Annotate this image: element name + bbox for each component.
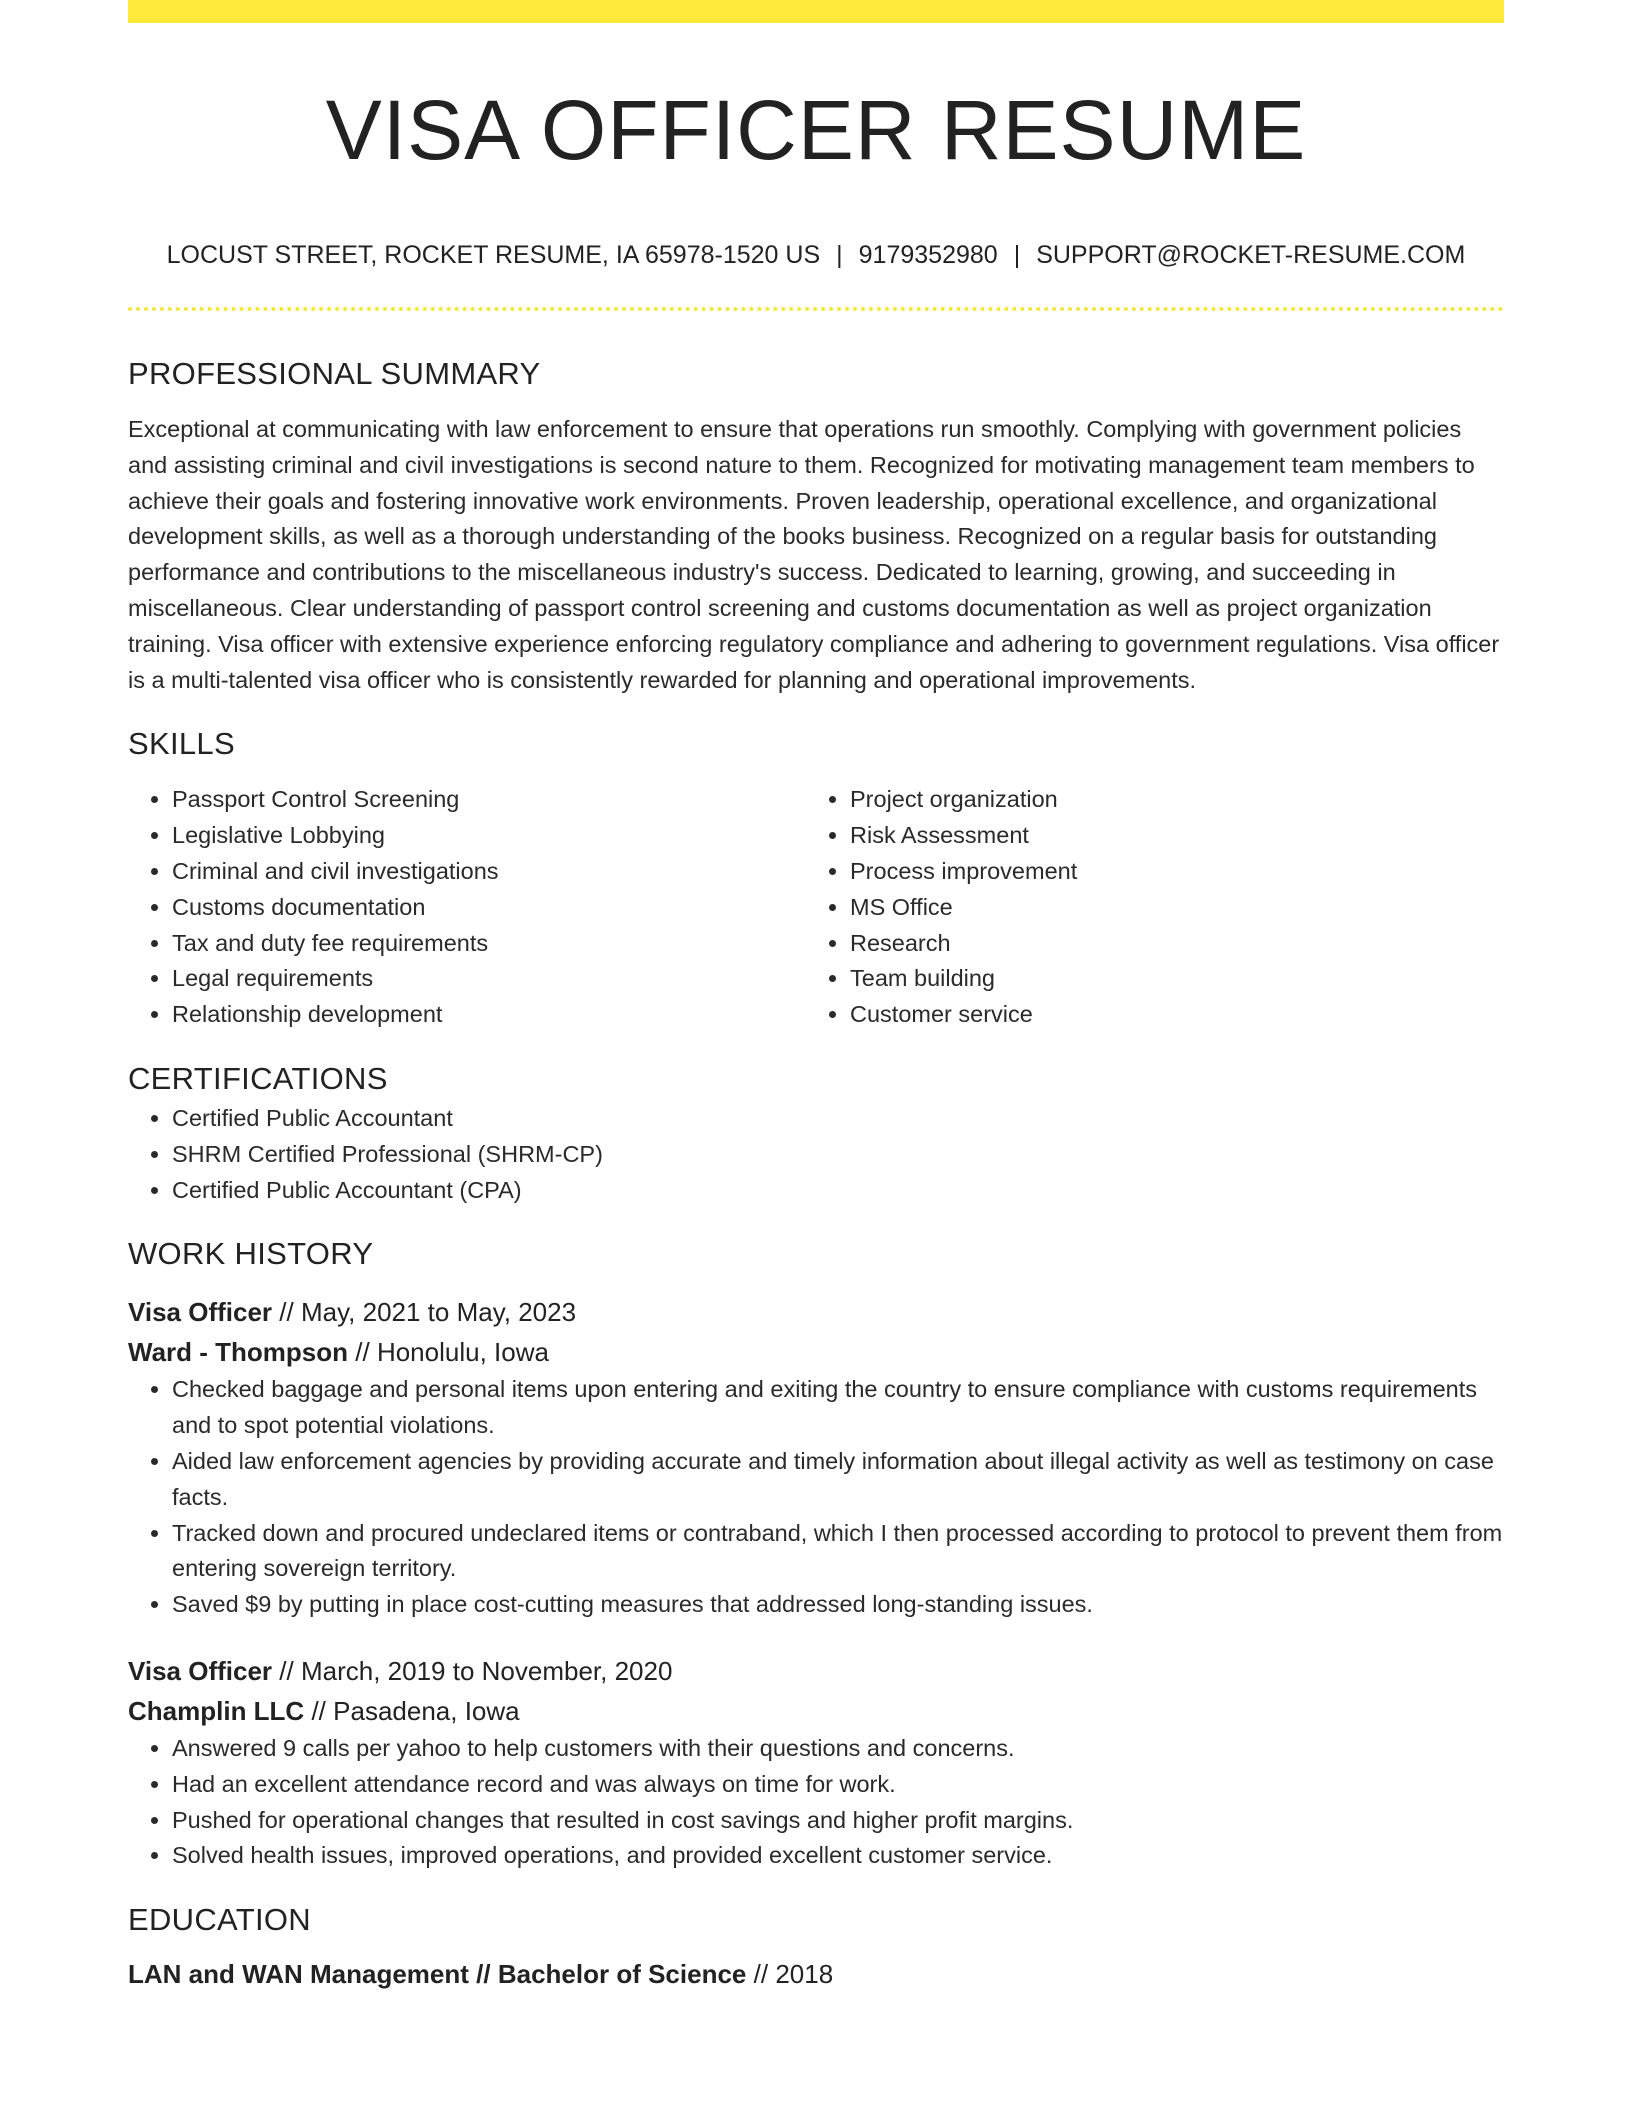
skills-list-left bbox=[128, 782, 806, 1033]
resume-body bbox=[128, 352, 1504, 1994]
job-bullets bbox=[128, 1731, 1504, 1874]
resume-title: VISA OFFICER RESUME bbox=[325, 83, 1307, 177]
skill-item: • Tax and duty fee requirements bbox=[172, 926, 806, 962]
header-accent-bar bbox=[128, 0, 1504, 23]
header-divider bbox=[128, 307, 1504, 311]
separator: // bbox=[311, 1695, 326, 1726]
job-bullet: • Solved health issues, improved operations, and provided excellent customer service. bbox=[172, 1838, 1504, 1874]
job-entry bbox=[128, 1651, 1504, 1874]
skills-column-right bbox=[806, 782, 1484, 1033]
job-bullets bbox=[128, 1372, 1504, 1623]
education-degree: Bachelor of Science bbox=[497, 1959, 747, 1990]
skills-columns bbox=[128, 782, 1504, 1033]
skill-item: • Legal requirements bbox=[172, 961, 806, 997]
separator bbox=[469, 1959, 498, 1989]
contact-separator: | bbox=[1013, 241, 1021, 269]
job-location: Pasadena, Iowa bbox=[333, 1695, 520, 1726]
certifications-list bbox=[128, 1101, 1504, 1208]
skill-item: • Team building bbox=[850, 961, 1484, 997]
skill-item: • MS Office bbox=[850, 890, 1484, 926]
contact-separator: | bbox=[836, 241, 843, 269]
skill-item: • Project organization bbox=[850, 782, 1484, 818]
job-bullet: • Answered 9 calls per yahoo to help customers with their questions and concerns. bbox=[172, 1731, 1504, 1767]
job-entry bbox=[128, 1292, 1504, 1623]
skill-item: • Customer service bbox=[850, 997, 1484, 1033]
skill-item: • Criminal and civil investigations bbox=[172, 854, 806, 890]
job-bullet: • Tracked down and procured undeclared items or contraband, which I then processed according to protocol to prevent them from entering sovereign territory. bbox=[172, 1516, 1504, 1588]
job-title: Visa Officer bbox=[128, 1297, 273, 1328]
skills-heading: SKILLS bbox=[128, 726, 235, 762]
job-title: Visa Officer bbox=[128, 1655, 273, 1686]
skill-item: • Process improvement bbox=[850, 854, 1484, 890]
contact-phone: 9179352980 bbox=[858, 241, 998, 269]
education-line bbox=[128, 1954, 1504, 1994]
skill-item: • Passport Control Screening bbox=[172, 782, 806, 818]
education-year: 2018 bbox=[775, 1959, 834, 1990]
education-section bbox=[128, 1898, 1504, 1994]
certification-item: • Certified Public Accountant (CPA) bbox=[172, 1173, 1504, 1209]
certifications-section bbox=[128, 1057, 1504, 1208]
separator: // bbox=[279, 1655, 294, 1686]
job-bullet: • Checked baggage and personal items upon entering and exiting the country to ensure compliance with customs requirements and to spot potential violations. bbox=[172, 1372, 1504, 1444]
job-title-line bbox=[128, 1651, 1504, 1691]
work-history-heading: WORK HISTORY bbox=[128, 1236, 374, 1272]
separator: // bbox=[476, 1959, 491, 1990]
certification-item: • Certified Public Accountant bbox=[172, 1101, 1504, 1137]
separator: // bbox=[753, 1959, 769, 1990]
separator: // bbox=[279, 1297, 294, 1328]
summary-section bbox=[128, 352, 1504, 698]
skill-item: • Customs documentation bbox=[172, 890, 806, 926]
skills-section bbox=[128, 722, 1504, 1033]
job-bullet: • Saved $9 by putting in place cost-cutting measures that addressed long-standing issues. bbox=[172, 1587, 1504, 1623]
job-company: Champlin LLC bbox=[128, 1695, 305, 1726]
job-location: Honolulu, Iowa bbox=[376, 1337, 549, 1368]
job-title-line bbox=[128, 1292, 1504, 1332]
job-dates: March, 2019 to November, 2020 bbox=[300, 1655, 673, 1686]
skill-item: • Risk Assessment bbox=[850, 818, 1484, 854]
job-bullet: • Had an excellent attendance record and was always on time for work. bbox=[172, 1767, 1504, 1803]
skills-list-right bbox=[806, 782, 1484, 1033]
summary-heading: PROFESSIONAL SUMMARY bbox=[128, 356, 541, 391]
job-bullet: • Pushed for operational changes that resulted in cost savings and higher profit margins. bbox=[172, 1803, 1504, 1839]
skill-item: • Research bbox=[850, 926, 1484, 962]
education-field: LAN and WAN Management bbox=[128, 1959, 469, 1990]
contact-email: SUPPORT@ROCKET-RESUME.COM bbox=[1036, 241, 1466, 269]
job-company-line bbox=[128, 1691, 1504, 1731]
job-dates: May, 2021 to May, 2023 bbox=[300, 1297, 577, 1328]
work-history-section bbox=[128, 1232, 1504, 1874]
summary-text: Exceptional at communicating with law enforcement to ensure that operations run smoothly. Complying with government policies and assisting criminal and civil investigations is second nature to them. Recognized for motivating management team members to achieve their goals and fostering innovative work environments. Proven leadership, operational excellence, and organizational development skills, as well as a thorough understanding of the books business. Recognized on a regular basis for outstanding performance and contributions to the miscellaneous industry's success. Dedicated to learning, growing, and succeeding in miscellaneous. Clear understanding of passport control screening and customs documentation as well as project organization training. Visa officer with extensive experience enforcing regulatory compliance and adhering to government regulations. Visa officer is a multi-talented visa officer who is consistently rewarded for planning and operational improvements. bbox=[128, 416, 1500, 693]
job-bullet: • Aided law enforcement agencies by providing accurate and timely information about illegal activity as well as testimony on case facts. bbox=[172, 1444, 1504, 1516]
separator: // bbox=[355, 1337, 370, 1368]
contact-line bbox=[128, 238, 1504, 272]
education-heading: EDUCATION bbox=[128, 1902, 311, 1938]
skill-item: • Relationship development bbox=[172, 997, 806, 1033]
skill-item: • Legislative Lobbying bbox=[172, 818, 806, 854]
contact-address: LOCUST STREET, ROCKET RESUME, IA 65978-1520 US bbox=[166, 241, 821, 269]
certifications-heading: CERTIFICATIONS bbox=[128, 1060, 388, 1096]
job-company: Ward - Thompson bbox=[128, 1337, 349, 1368]
skills-column-left bbox=[128, 782, 806, 1033]
job-company-line bbox=[128, 1332, 1504, 1372]
certification-item: • SHRM Certified Professional (SHRM-CP) bbox=[172, 1137, 1504, 1173]
